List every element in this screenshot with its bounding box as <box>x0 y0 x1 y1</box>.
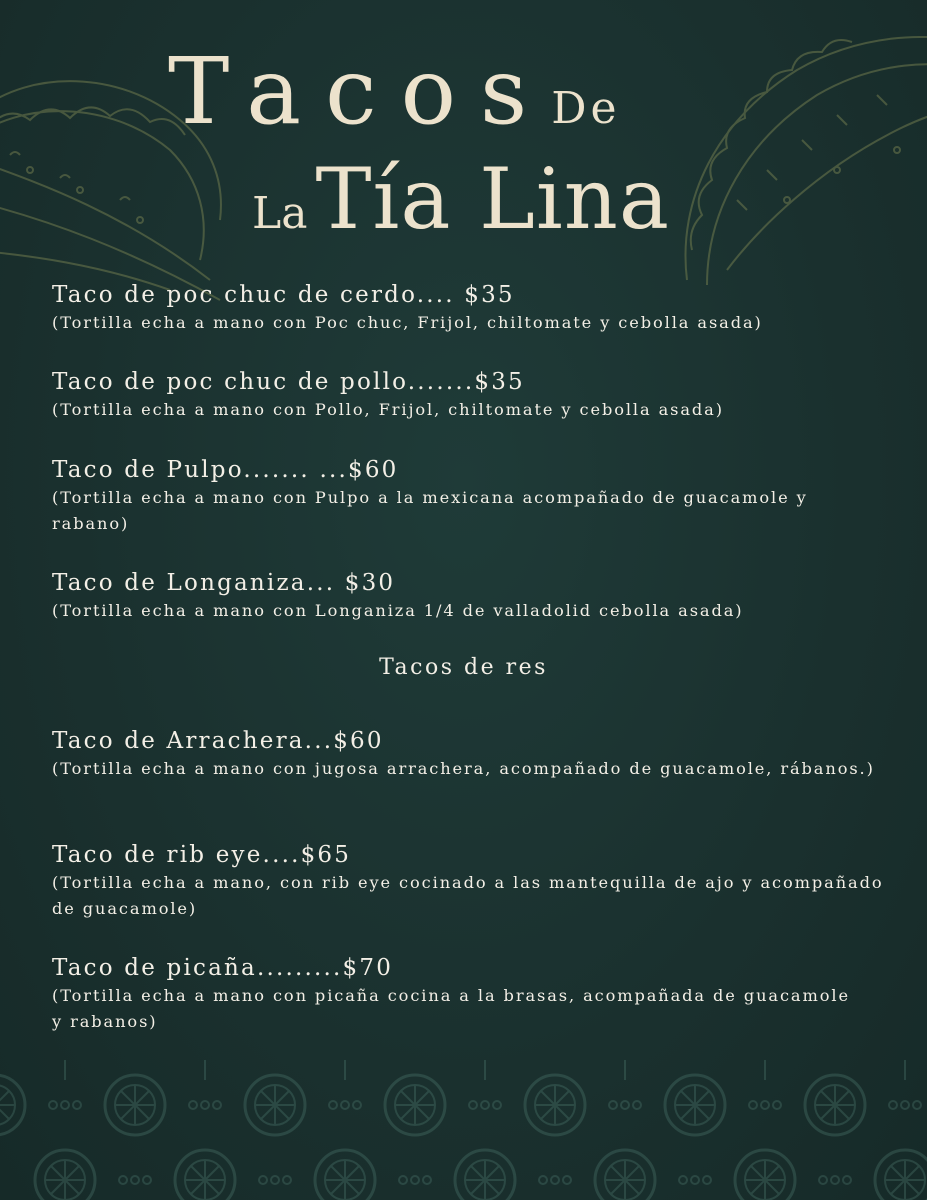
title-name: Tía Lina <box>315 150 670 248</box>
menu-item-description: (Tortilla echa a mano con picaña cocina a la brasas, acompañada de guacamole y rabanos) <box>52 986 850 1031</box>
section-heading-tacos-de-res: Tacos de res <box>379 655 548 680</box>
menu-item <box>52 568 902 624</box>
menu-item-name: Taco de poc chuc de pollo.......$35 <box>52 369 525 395</box>
menu-item <box>52 455 812 537</box>
menu-item-description: (Tortilla echa a mano, con rib eye cocinado a las mantequilla de ajo y acompañado de guacamole) <box>52 873 884 918</box>
menu-item-name: Taco de Arrachera...$60 <box>52 728 384 754</box>
title-tacos: Tacos <box>168 38 552 145</box>
menu-item <box>52 840 902 922</box>
menu-item-name: Taco de picaña.........$70 <box>52 955 394 981</box>
menu-item-description: (Tortilla echa a mano con Pollo, Frijol, chiltomate y cebolla asada) <box>52 400 724 419</box>
menu-item <box>52 280 902 336</box>
ornamental-pattern-footer <box>0 1050 927 1200</box>
menu-item-name: Taco de rib eye....$65 <box>52 842 352 868</box>
menu-item <box>52 953 852 1035</box>
title-de: De <box>551 83 621 134</box>
restaurant-title-line1 <box>168 38 621 145</box>
menu-item-name: Taco de Longaniza... $30 <box>52 570 396 596</box>
menu-item-description: (Tortilla echa a mano con jugosa arrachera, acompañado de guacamole, rábanos.) <box>52 759 875 778</box>
menu-item-name: Taco de poc chuc de cerdo.... $35 <box>52 282 515 308</box>
menu-item-name: Taco de Pulpo....... ...$60 <box>52 457 399 483</box>
menu-item-description: (Tortilla echa a mano con Pulpo a la mexicana acompañado de guacamole y rabano) <box>52 488 808 533</box>
menu-item <box>52 726 902 782</box>
title-la: La <box>252 188 308 239</box>
menu-item <box>52 367 902 423</box>
menu-item-description: (Tortilla echa a mano con Longaniza 1/4 de valladolid cebolla asada) <box>52 601 744 620</box>
restaurant-title-line2 <box>252 150 670 248</box>
taco-illustration-right <box>637 0 927 290</box>
menu-item-description: (Tortilla echa a mano con Poc chuc, Frijol, chiltomate y cebolla asada) <box>52 313 763 332</box>
